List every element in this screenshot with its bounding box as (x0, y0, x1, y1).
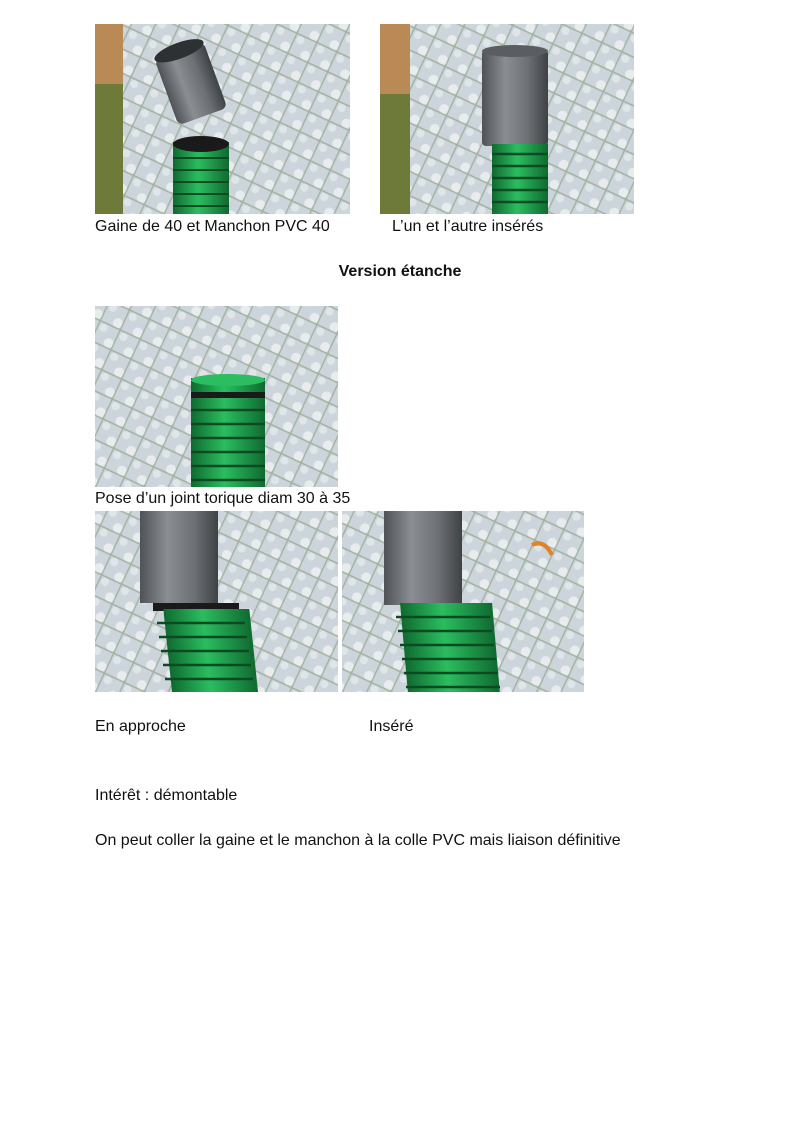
section-heading: Version étanche (338, 263, 462, 280)
photo-gaine-manchon (95, 24, 350, 214)
caption-en-approche: En approche (95, 718, 186, 735)
photo-joint-torique (95, 306, 338, 487)
caption-inseres: L’un et l’autre insérés (392, 218, 544, 235)
caption-gaine-manchon: Gaine de 40 et Manchon PVC 40 (95, 218, 330, 235)
photo-en-approche (95, 511, 338, 692)
caption-joint-torique: Pose d’un joint torique diam 30 à 35 (95, 490, 351, 507)
note-colle-pvc: On peut coller la gaine et le manchon à la colle PVC mais liaison définitive (95, 832, 621, 849)
caption-insere: Inséré (369, 718, 414, 735)
photo-inseres (380, 24, 634, 214)
photo-insere (342, 511, 584, 692)
note-interet: Intérêt : démontable (95, 787, 238, 804)
